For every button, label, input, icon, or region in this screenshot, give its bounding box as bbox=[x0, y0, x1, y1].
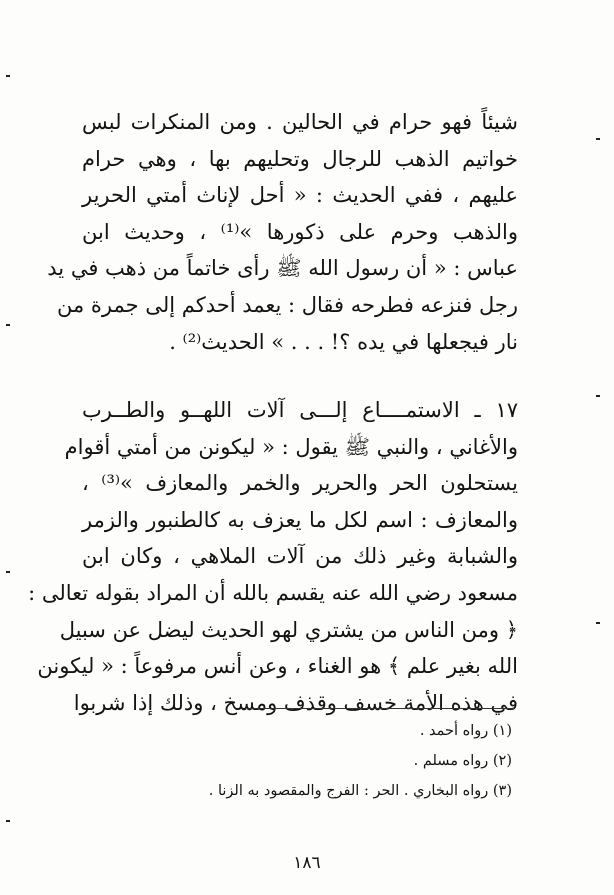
edge-mark-left-2 bbox=[6, 324, 10, 326]
footnote-2: (٢) رواه مسلم . bbox=[413, 753, 512, 769]
paragraph-1-line: شيئاً فهو حرام في الحالين . ومن المنكرات لبس bbox=[82, 110, 518, 134]
paragraph-1-line: عليهم ، ففي الحديث : « أحل لإناث أمتي الحرير bbox=[82, 183, 518, 208]
paragraph-2-line: ﴿ ومن الناس من يشتري لهو الحديث ليضل عن سبيل bbox=[59, 617, 518, 642]
footnote-3: (٣) رواه البخاري . الحر : الفرج والمقصود به الزنا . bbox=[208, 783, 512, 799]
edge-mark-left-3 bbox=[6, 571, 10, 573]
edge-mark-left-1 bbox=[6, 75, 10, 77]
section-17-heading-line: ١٧ ـ الاستمــــاع إلـــى آلات اللهــو والطــرب bbox=[82, 398, 518, 422]
paragraph-2-line: يستحلون الحر والحرير والخمر والمعازف »⁽³⁾ ، bbox=[82, 471, 518, 496]
paragraph-2-line: مسعود رضي الله عنه يقسم بالله أن المراد بقوله تعالى : bbox=[28, 580, 518, 605]
edge-mark-left-4 bbox=[6, 820, 10, 822]
page-number: ١٨٦ bbox=[293, 853, 321, 873]
paragraph-1-line: عباس : « أن رسول الله ﷺ رأى خاتماً من ذهب في يد bbox=[47, 256, 518, 281]
paragraph-2-line: الله بغير علم ﴾ هو الغناء ، وعن أنس مرفوعاً : « ليكونن bbox=[37, 654, 518, 679]
paragraph-1-line: رجل فنزعه فطرحه فقال : يعمد أحدكم إلى جمرة من bbox=[57, 292, 518, 317]
paragraph-2 bbox=[28, 392, 518, 721]
paragraph-1 bbox=[47, 104, 518, 360]
footnote-separator bbox=[247, 708, 515, 709]
paragraph-1-line: خواتيم الذهب للرجال وتحليهم بها ، وهي حرام bbox=[82, 146, 518, 171]
edge-mark-right-3 bbox=[596, 622, 600, 624]
paragraph-2-line: والأغاني ، والنبي ﷺ يقول : « ليكونن من أمتي أقوام bbox=[64, 434, 518, 459]
edge-mark-right-1 bbox=[596, 138, 600, 140]
edge-mark-right-2 bbox=[596, 395, 600, 397]
footnotes bbox=[92, 716, 512, 806]
paragraph-2-line: والشبابة وغير ذلك من آلات الملاهي ، وكان ابن bbox=[82, 544, 518, 569]
paragraph-2-line: في هذه الأمة خسف وقذف ومسخ ، وذلك إذا شربوا bbox=[73, 690, 518, 715]
footnote-1: (١) رواه أحمد . bbox=[419, 723, 512, 739]
paragraph-2-line: والمعازف : اسم لكل ما يعزف به كالطنبور والزمر bbox=[82, 507, 518, 532]
paragraph-1-line: والذهب وحرم على ذكورها »⁽¹⁾ ، وحديث ابن bbox=[82, 219, 518, 244]
paragraph-1-line-last: نار فيجعلها في يده ؟! . . . » الحديث⁽²⁾ . bbox=[169, 329, 518, 354]
